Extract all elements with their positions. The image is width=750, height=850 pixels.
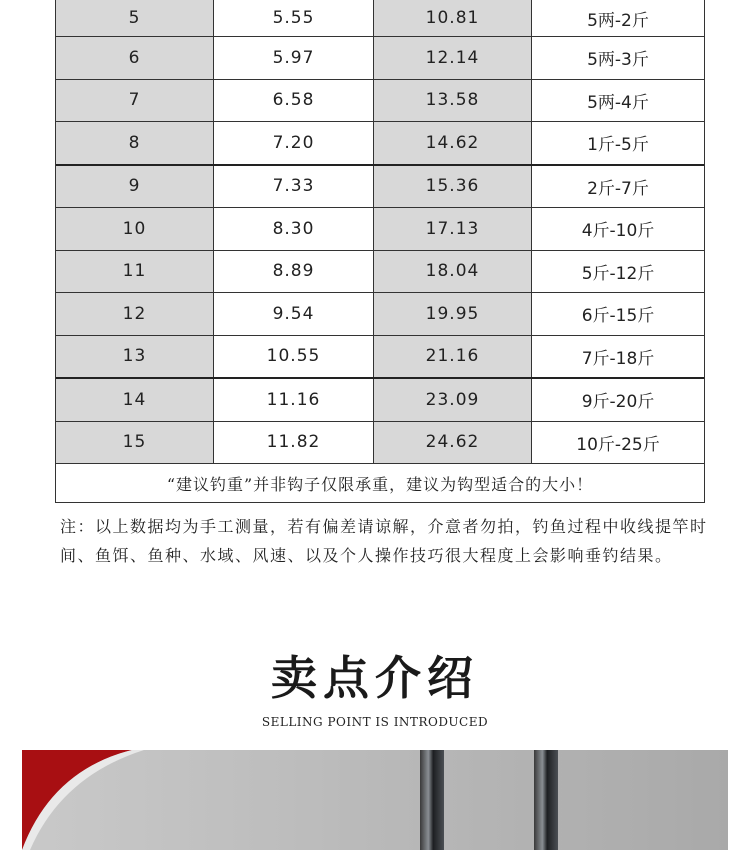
recommended-weight-cell: 6斤-15斤	[532, 293, 704, 335]
banner-graphic	[22, 750, 728, 850]
recommended-weight-cell: 5两-4斤	[532, 80, 704, 122]
measure-b-cell: 21.16	[374, 336, 532, 378]
table-row	[56, 166, 704, 209]
hook-size-cell: 13	[56, 336, 214, 378]
measure-b-cell: 13.58	[374, 80, 532, 122]
table-row	[56, 37, 704, 80]
recommended-weight-cell: 2斤-7斤	[532, 166, 704, 208]
recommended-weight-cell: 9斤-20斤	[532, 379, 704, 421]
recommended-weight-cell: 5两-2斤	[532, 0, 704, 36]
measure-a-cell: 8.30	[214, 208, 374, 250]
hook-size-cell: 15	[56, 422, 214, 464]
measure-a-cell: 9.54	[214, 293, 374, 335]
hook-size-cell: 6	[56, 37, 214, 79]
table-row	[56, 251, 704, 294]
selling-point-subtitle: SELLING POINT IS INTRODUCED	[261, 715, 489, 729]
recommended-weight-cell: 5斤-12斤	[532, 251, 704, 293]
measure-a-cell: 10.55	[214, 336, 374, 378]
hook-size-cell: 9	[56, 166, 214, 208]
table-row	[56, 293, 704, 336]
measure-b-cell: 19.95	[374, 293, 532, 335]
measure-b-cell: 24.62	[374, 422, 532, 464]
recommended-weight-cell: 7斤-18斤	[532, 336, 704, 378]
recommended-weight-cell: 4斤-10斤	[532, 208, 704, 250]
hook-size-cell: 12	[56, 293, 214, 335]
table-row	[56, 0, 704, 37]
measure-a-cell: 6.58	[214, 80, 374, 122]
recommended-weight-cell: 10斤-25斤	[532, 422, 704, 464]
measure-a-cell: 11.82	[214, 422, 374, 464]
table-row	[56, 80, 704, 123]
hook-size-cell: 14	[56, 379, 214, 421]
hook-size-cell: 8	[56, 122, 214, 164]
measure-a-cell: 11.16	[214, 379, 374, 421]
table-row	[56, 336, 704, 380]
measure-b-cell: 18.04	[374, 251, 532, 293]
table-footer-note: “建议钓重”并非钩子仅限承重，建议为钩型适合的大小！	[166, 474, 594, 494]
hook-size-cell: 5	[56, 0, 214, 36]
measure-b-cell: 14.62	[374, 122, 532, 164]
selling-point-title: 卖点介绍	[271, 651, 479, 705]
hook-spec-table	[55, 0, 705, 503]
measurement-note: 注：以上数据均为手工测量，若有偏差请谅解，介意者勿拍，钓鱼过程中收线提竿时间、鱼饵、鱼种、水域、风速、以及个人操作技巧很大程度上会影响垂钓结果。	[60, 517, 708, 565]
measure-b-cell: 10.81	[374, 0, 532, 36]
table-row	[56, 208, 704, 251]
hook-shank-right	[534, 750, 558, 850]
recommended-weight-cell: 1斤-5斤	[532, 122, 704, 164]
measure-b-cell: 23.09	[374, 379, 532, 421]
measure-b-cell: 12.14	[374, 37, 532, 79]
table-row	[56, 379, 704, 422]
recommended-weight-cell: 5两-3斤	[532, 37, 704, 79]
measure-a-cell: 7.20	[214, 122, 374, 164]
hook-size-cell: 11	[56, 251, 214, 293]
hook-size-cell: 7	[56, 80, 214, 122]
product-banner-image	[22, 750, 728, 850]
hook-size-cell: 10	[56, 208, 214, 250]
table-row	[56, 122, 704, 166]
measure-a-cell: 8.89	[214, 251, 374, 293]
measure-b-cell: 17.13	[374, 208, 532, 250]
table-row	[56, 422, 704, 465]
table-body	[56, 0, 704, 464]
measure-b-cell: 15.36	[374, 166, 532, 208]
measure-a-cell: 5.55	[214, 0, 374, 36]
measure-a-cell: 5.97	[214, 37, 374, 79]
measure-a-cell: 7.33	[214, 166, 374, 208]
hook-shank-left	[420, 750, 444, 850]
